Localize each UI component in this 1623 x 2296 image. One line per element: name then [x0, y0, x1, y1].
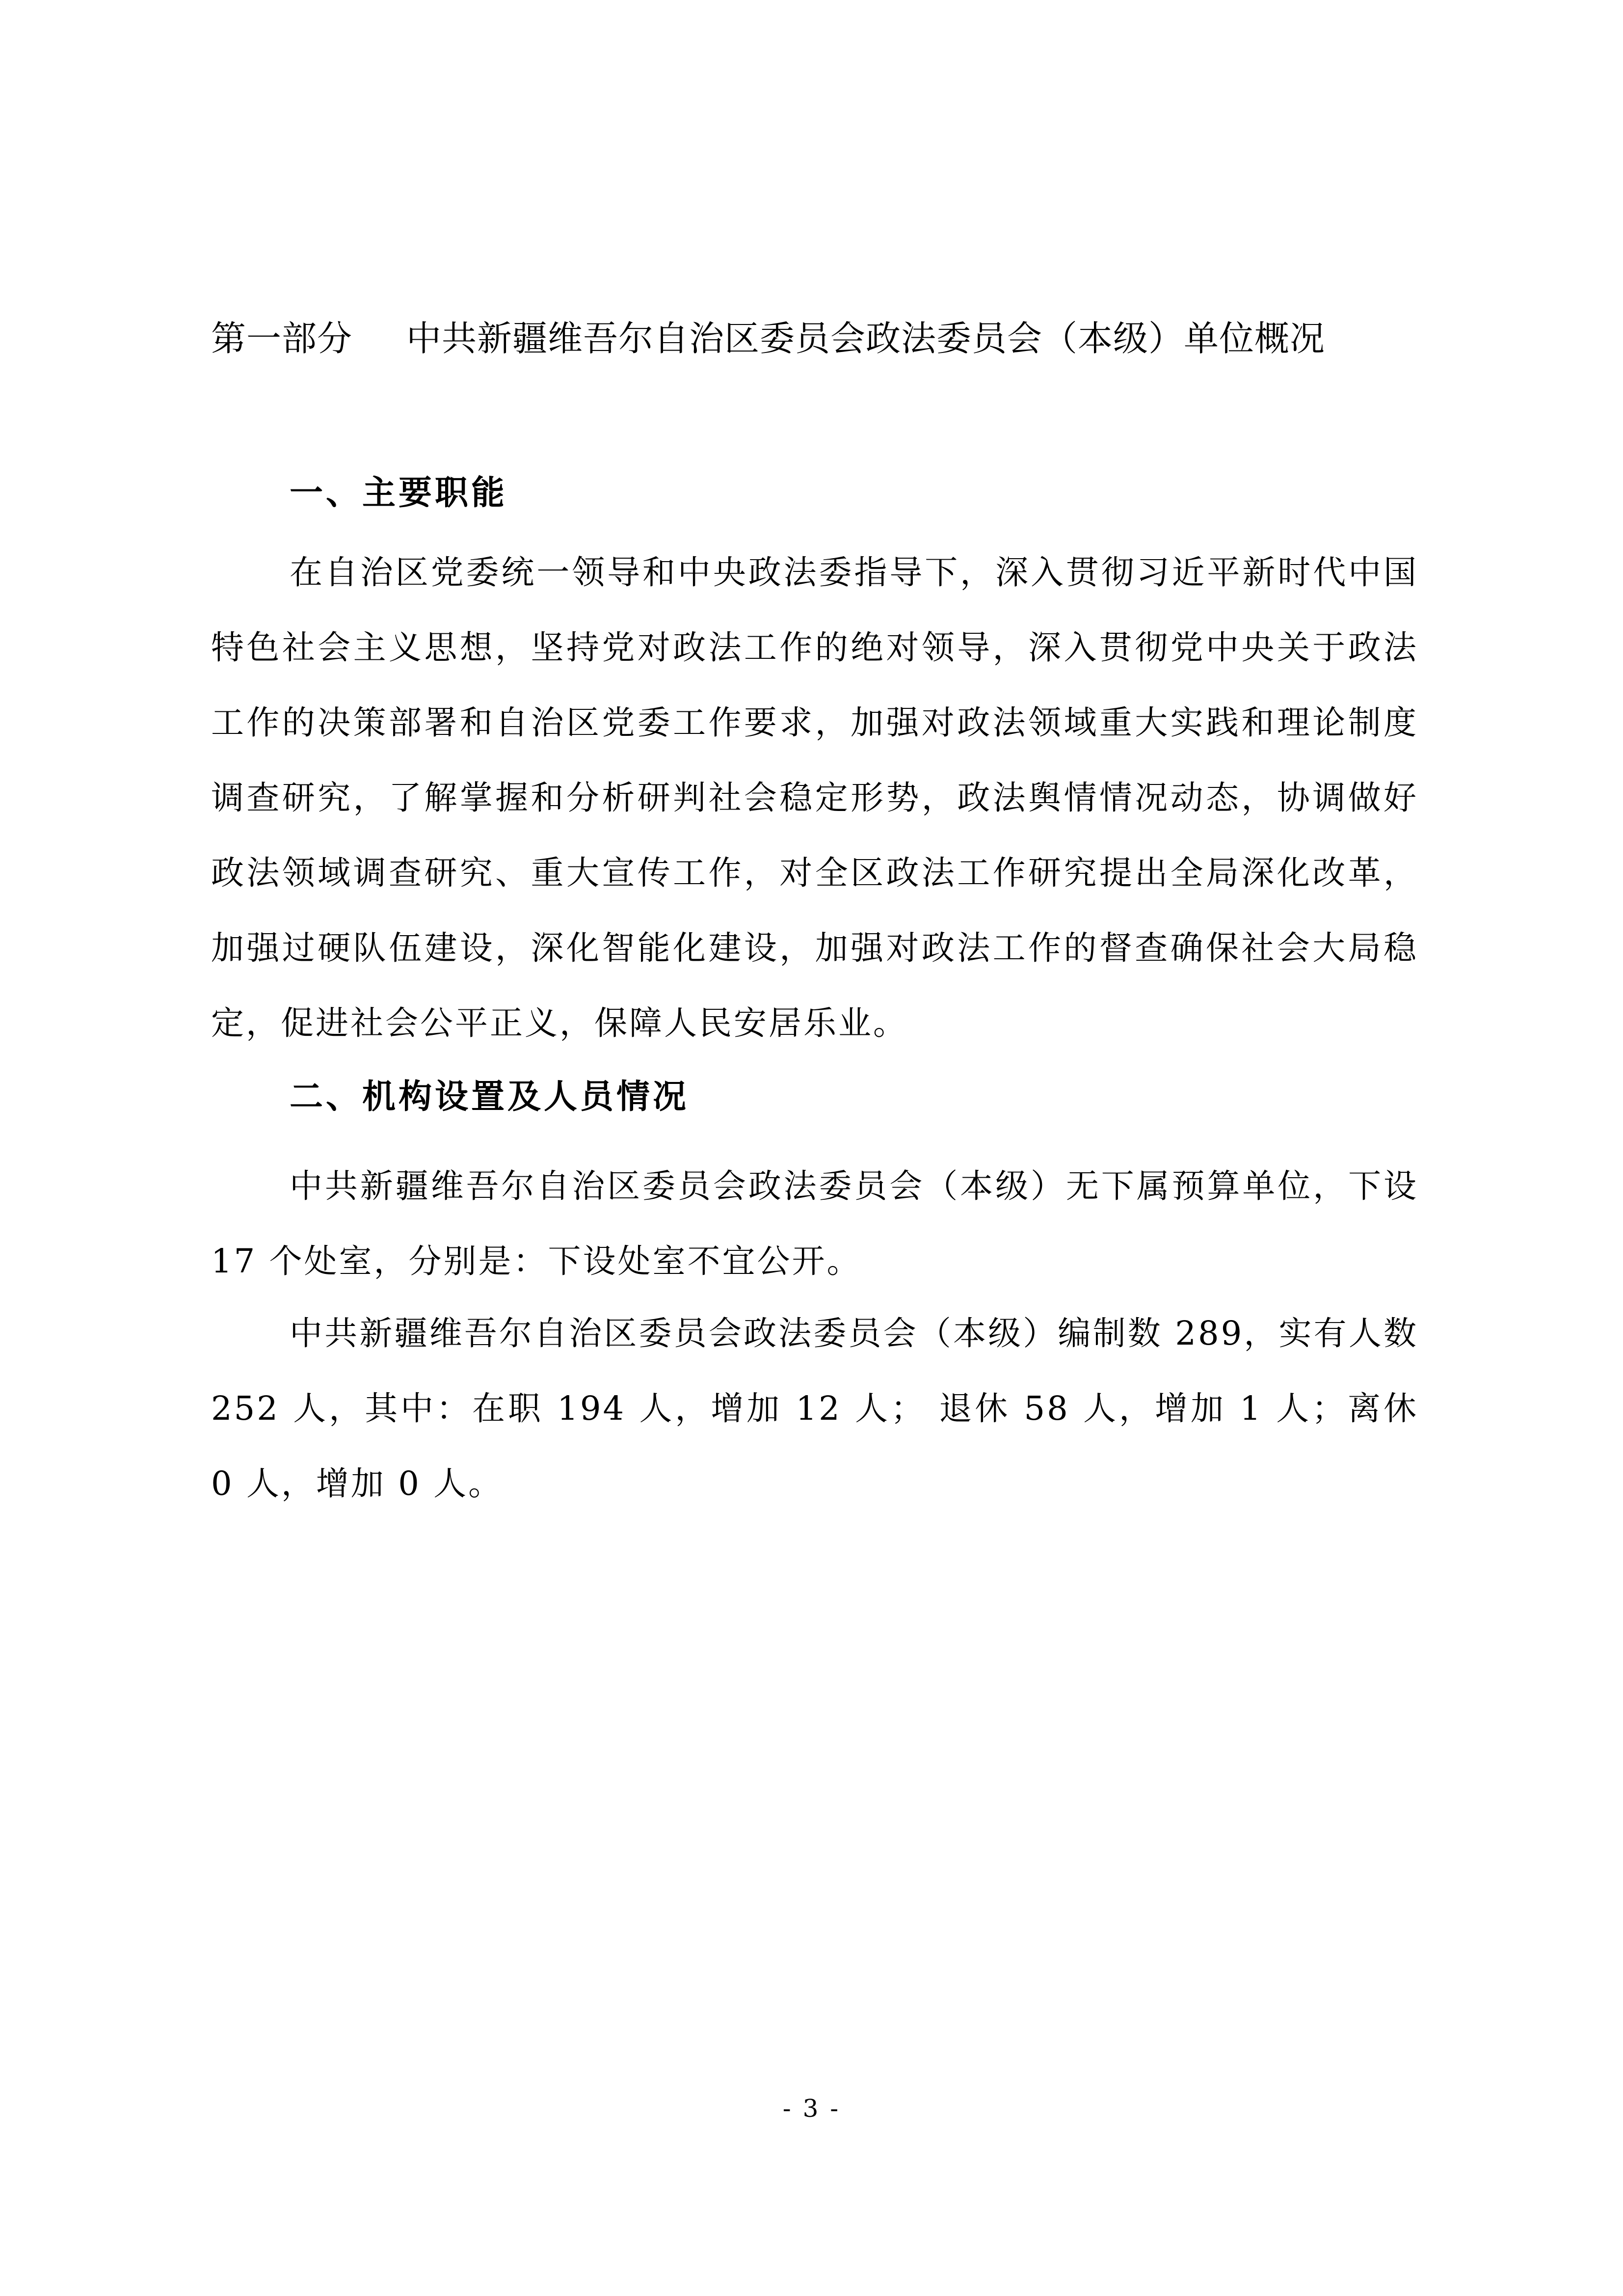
section-heading-organization-staff: 二、机构设置及人员情况	[290, 1078, 690, 1116]
part-title	[211, 314, 1448, 363]
organization-paragraph: 中共新疆维吾尔自治区委员会政法委员会（本级）无下属预算单位，下设 17 个处室，分别是：下设处室不宜公开。	[211, 1167, 1418, 1280]
main-functions-paragraph: 在自治区党委统一领导和中央政法委指导下，深入贯彻习近平新时代中国特色社会主义思想，坚持党对政法工作的绝对领导，深入贯彻党中央关于政法工作的决策部署和自治区党委工作要求，加强对政法领域重大实践和理论制度调查研究，了解掌握和分析研判社会稳定形势，政法舆情情况动态，协调做好政法领域调查研究、重大宣传工作，对全区政法工作研究提出全局深化改革，加强过硬队伍建设，深化智能化建设，加强对政法工作的督查确保社会大局稳定，促进社会公平正义，保障人民安居乐业。	[211, 553, 1418, 1042]
unit-title: 中共新疆维吾尔自治区委员会政法委员会（本级）单位概况	[406, 318, 1326, 359]
staffing-paragraph: 中共新疆维吾尔自治区委员会政法委员会（本级）编制数 289，实有人数 252 人，其中：在职 194 人，增加 12 人； 退休 58 人，增加 1 人；离休 0 人，增加 0 人。	[211, 1314, 1418, 1503]
part-label: 第一部分	[211, 318, 353, 359]
page-number: - 3 -	[782, 2094, 841, 2123]
section-heading-main-functions: 一、主要职能	[290, 474, 508, 513]
